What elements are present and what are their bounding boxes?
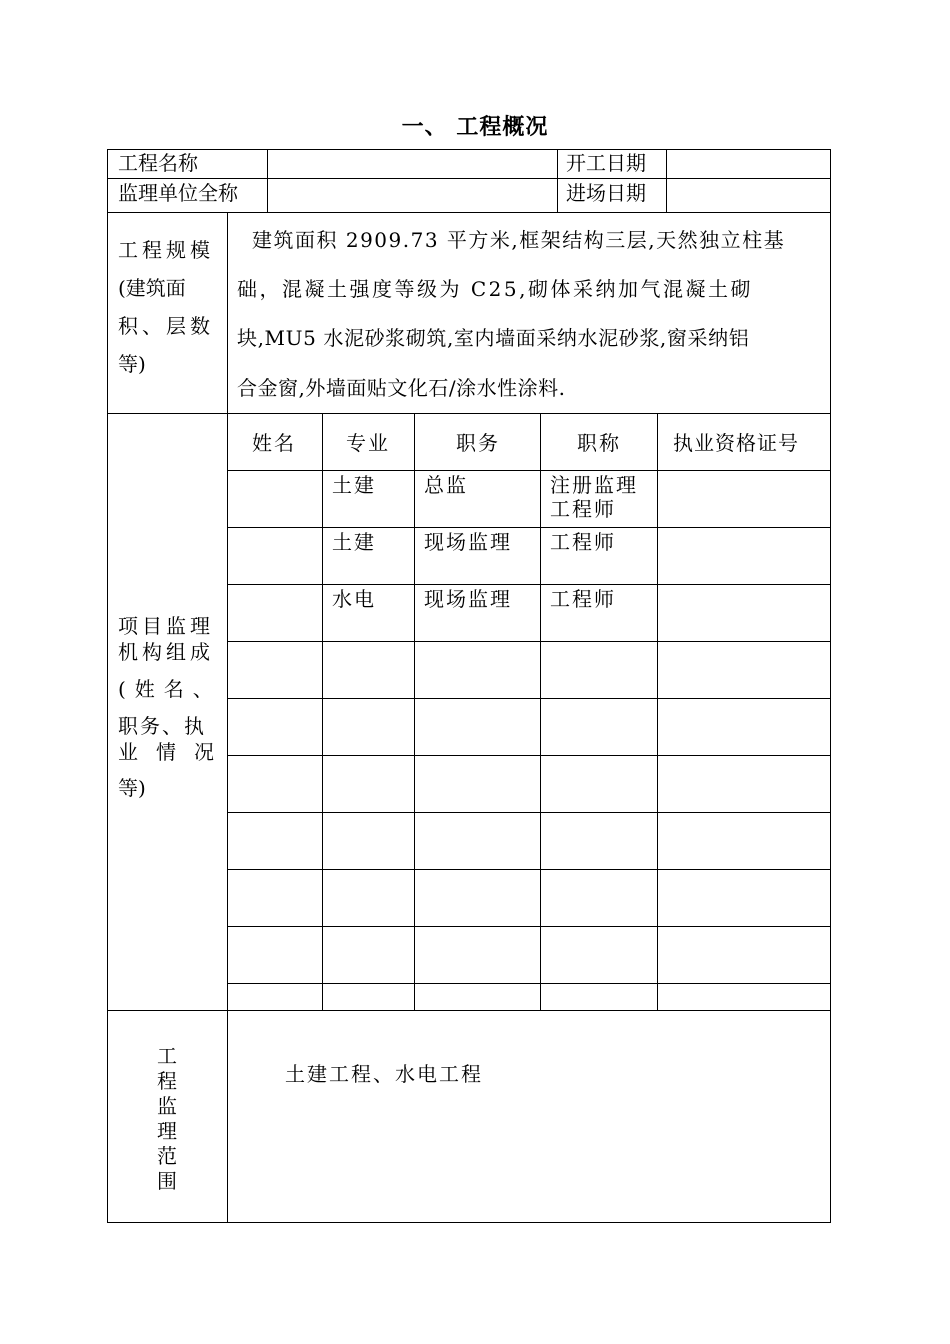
scale-description-line: 础，混凝土强度等级为 C25,砌体采纳加气混凝土砌: [237, 277, 753, 301]
team-col-divider: [657, 413, 658, 1010]
team-cell-position: 总监: [424, 473, 468, 497]
team-row-divider: [227, 641, 831, 642]
team-header-title: 职称: [577, 431, 621, 455]
team-label-line: 业情况: [118, 740, 232, 764]
col-divider: [267, 149, 268, 212]
scale-label-line: 积、层数: [118, 314, 214, 338]
row-divider: [107, 178, 831, 179]
col-divider: [557, 149, 558, 212]
team-cell-specialty: 土建: [332, 530, 376, 554]
team-cell-title: 工程师: [550, 530, 616, 554]
scope-label: 工程监理范围: [157, 1044, 177, 1193]
project-name-label: 工程名称: [118, 151, 198, 175]
team-col-divider: [414, 413, 415, 1010]
scale-label-line: 工程规模: [118, 238, 214, 262]
team-row-divider: [227, 755, 831, 756]
team-row-divider: [227, 812, 831, 813]
team-label-line: 项目监理: [118, 614, 214, 638]
team-label-line: (姓名、: [118, 677, 222, 701]
scale-label-line: 等): [118, 352, 146, 376]
row-divider: [107, 212, 831, 213]
team-label-line: 机构组成: [118, 640, 214, 664]
team-header-position: 职务: [456, 431, 500, 455]
col-divider: [666, 149, 667, 212]
team-label-line: 等): [118, 776, 146, 800]
team-cell-title: 注册监理 工程师: [550, 473, 638, 521]
team-label-line: 职务、执: [118, 714, 206, 738]
table-border-bottom: [107, 1222, 831, 1223]
team-row-divider: [227, 698, 831, 699]
team-row-divider: [227, 527, 831, 528]
team-row-divider: [227, 584, 831, 585]
table-border-top: [107, 149, 831, 150]
row-divider: [107, 413, 831, 414]
scale-label-line: (建筑面: [118, 276, 186, 300]
scope-value: 土建工程、水电工程: [285, 1062, 483, 1086]
team-row-divider: [227, 869, 831, 870]
team-cell-specialty: 土建: [332, 473, 376, 497]
team-cell-title: 工程师: [550, 587, 616, 611]
label-col-divider: [227, 212, 228, 1222]
team-col-divider: [540, 413, 541, 1010]
team-header-name: 姓名: [252, 431, 296, 455]
team-cell-position: 现场监理: [424, 530, 512, 554]
team-cell-specialty: 水电: [332, 587, 376, 611]
start-date-label: 开工日期: [566, 151, 646, 175]
supervision-unit-label: 监理单位全称: [118, 181, 238, 205]
team-header-specialty: 专业: [346, 431, 390, 455]
scale-description-line: 合金窗,外墙面贴文化石/涂水性涂料.: [237, 376, 566, 400]
row-divider: [107, 1010, 831, 1011]
page-title: 一、 工程概况: [401, 115, 549, 140]
scale-description-line: 建筑面积 2909.73 平方米,框架结构三层,天然独立柱基: [252, 228, 786, 252]
team-row-divider: [227, 926, 831, 927]
scale-description-line: 块,MU5 水泥砂浆砌筑,室内墙面采纳水泥砂浆,窗采纳铝: [237, 326, 750, 350]
entry-date-label: 进场日期: [566, 181, 646, 205]
team-header-license: 执业资格证号: [673, 431, 799, 455]
team-row-divider: [227, 470, 831, 471]
table-border-left: [107, 149, 108, 1223]
team-cell-position: 现场监理: [424, 587, 512, 611]
table-border-right: [830, 149, 831, 1223]
team-row-divider: [227, 983, 831, 984]
team-col-divider: [322, 413, 323, 1010]
